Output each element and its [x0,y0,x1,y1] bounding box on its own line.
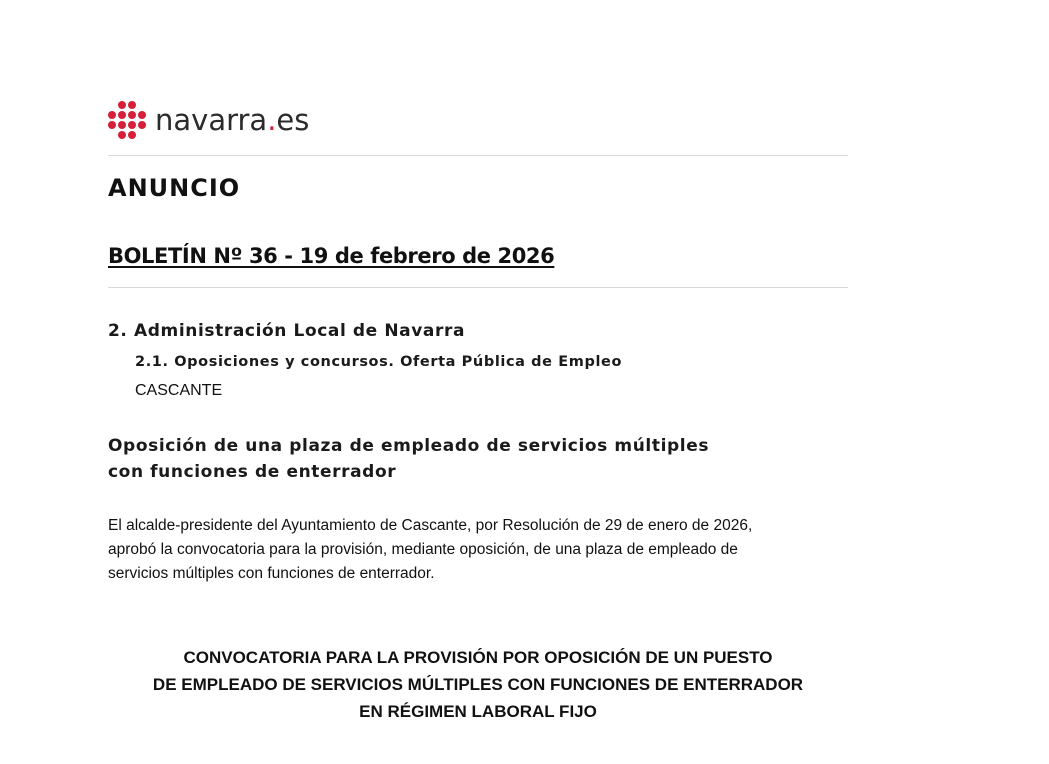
notice-body-line: El alcalde-presidente del Ayuntamiento de Cascante, por Resolución de 29 de enero de 2026, [108,517,753,534]
convocatoria-line: DE EMPLEADO DE SERVICIOS MÚLTIPLES CON FUNCIONES DE ENTERRADOR [152,675,804,694]
convocatoria-line: EN RÉGIMEN LABORAL FIJO [359,702,597,721]
navarra-dots-logo-icon [108,101,146,139]
notice-title-line: con funciones de enterrador [108,462,397,482]
convocatoria-line: CONVOCATORIA PARA LA PROVISIÓN POR OPOSICIÓN DE UN PUESTO [183,648,773,667]
section-heading: 2. Administración Local de Navarra [108,321,466,341]
convocatoria-heading [108,644,848,725]
notice-body-line: servicios múltiples con funciones de enterrador. [108,565,435,582]
logo-accent-dot: . [267,102,277,137]
notice-title-line: Oposición de una plaza de empleado de servicios múltiples [108,436,710,456]
bulletin-divider [108,287,848,288]
subsection-heading: 2.1. Oposiciones y concursos. Oferta Pública de Empleo [135,354,623,370]
entity-name: CASCANTE [135,382,223,399]
notice-title [108,433,808,485]
logo-name: navarra [155,102,268,137]
navarra-logo-link[interactable] [108,100,309,140]
notice-body [108,514,848,586]
bulletin-link[interactable]: BOLETÍN Nº 36 - 19 de febrero de 2026 [108,244,555,268]
page-type-heading: ANUNCIO [108,174,241,202]
logo-suffix: es [276,102,310,137]
header-divider [108,155,848,156]
notice-body-line: aprobó la convocatoria para la provisión, mediante oposición, de una plaza de empleado de [108,541,738,558]
notice-page [108,0,848,764]
logo-wordmark [155,102,310,137]
